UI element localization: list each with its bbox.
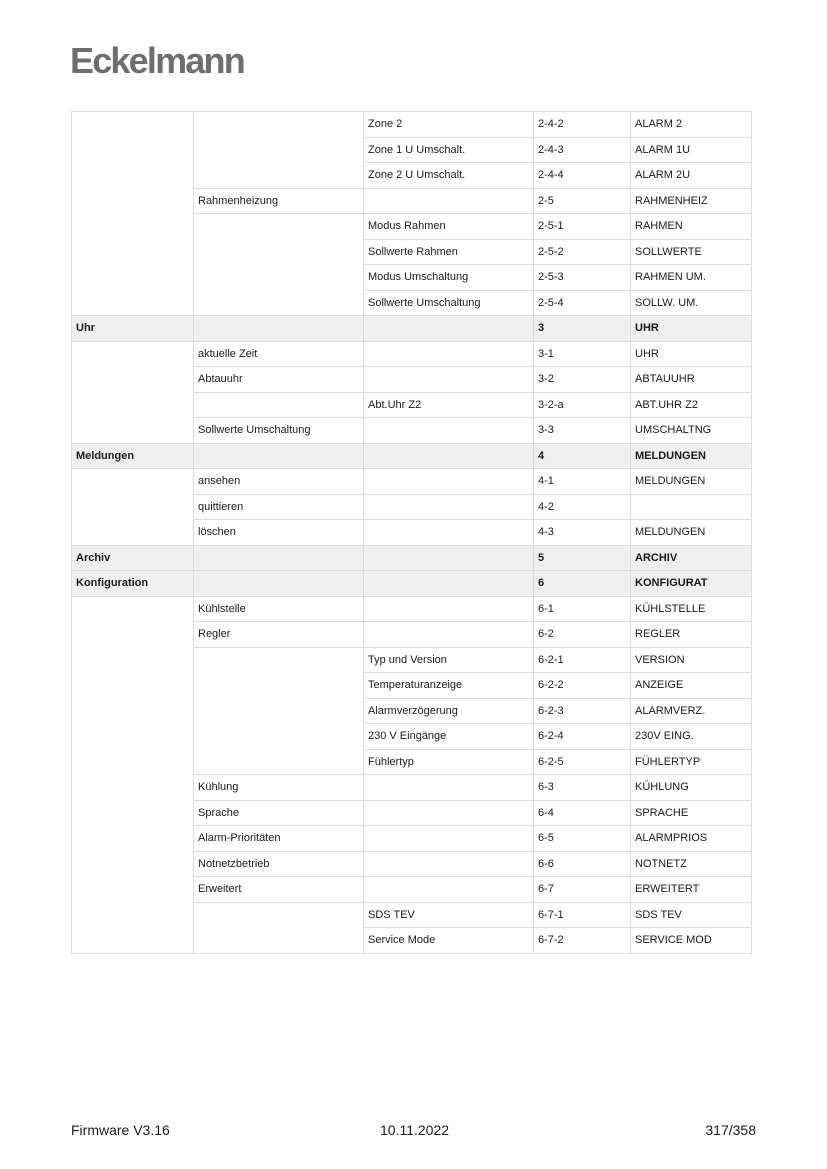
menu-level-1 bbox=[72, 775, 194, 801]
menu-level-3: 230 V Eingänge bbox=[364, 724, 534, 750]
menu-level-2: Sprache bbox=[194, 800, 364, 826]
menu-code: 3-3 bbox=[534, 418, 631, 444]
menu-level-3 bbox=[364, 851, 534, 877]
table-row bbox=[72, 341, 752, 367]
menu-level-3 bbox=[364, 418, 534, 444]
menu-code: 6-7-1 bbox=[534, 902, 631, 928]
menu-code: 6-2-1 bbox=[534, 647, 631, 673]
menu-level-3 bbox=[364, 469, 534, 495]
table-row bbox=[72, 265, 752, 291]
table-row bbox=[72, 851, 752, 877]
menu-code: 3-1 bbox=[534, 341, 631, 367]
display-text: ALARM 2U bbox=[631, 163, 752, 189]
menu-level-1 bbox=[72, 239, 194, 265]
display-text: UHR bbox=[631, 341, 752, 367]
menu-level-1 bbox=[72, 902, 194, 928]
menu-code: 6 bbox=[534, 571, 631, 597]
menu-level-2 bbox=[194, 443, 364, 469]
display-text: ALARMVERZ. bbox=[631, 698, 752, 724]
menu-level-2 bbox=[194, 163, 364, 189]
table-row bbox=[72, 698, 752, 724]
menu-code: 2-5-4 bbox=[534, 290, 631, 316]
menu-code: 6-5 bbox=[534, 826, 631, 852]
table-row bbox=[72, 902, 752, 928]
table-row bbox=[72, 800, 752, 826]
display-text: MELDUNGEN bbox=[631, 443, 752, 469]
menu-level-2 bbox=[194, 316, 364, 342]
menu-level-1 bbox=[72, 724, 194, 750]
menu-level-2: Kühlung bbox=[194, 775, 364, 801]
menu-level-2 bbox=[194, 137, 364, 163]
display-text: 230V EING. bbox=[631, 724, 752, 750]
menu-level-3: Service Mode bbox=[364, 928, 534, 954]
table-row bbox=[72, 545, 752, 571]
menu-level-2 bbox=[194, 902, 364, 928]
table-row bbox=[72, 316, 752, 342]
table-row bbox=[72, 749, 752, 775]
display-text: ALARM 2 bbox=[631, 112, 752, 138]
menu-level-3: Fühlertyp bbox=[364, 749, 534, 775]
menu-code: 6-2-5 bbox=[534, 749, 631, 775]
menu-level-3: Alarmverzögerung bbox=[364, 698, 534, 724]
menu-level-1 bbox=[72, 851, 194, 877]
table-row bbox=[72, 647, 752, 673]
menu-level-1: Archiv bbox=[72, 545, 194, 571]
menu-level-1 bbox=[72, 749, 194, 775]
menu-level-1 bbox=[72, 494, 194, 520]
table-row bbox=[72, 188, 752, 214]
menu-level-1 bbox=[72, 137, 194, 163]
menu-table-body bbox=[72, 112, 752, 954]
menu-level-2 bbox=[194, 112, 364, 138]
table-row bbox=[72, 520, 752, 546]
footer-date: 10.11.2022 bbox=[380, 1122, 450, 1138]
display-text: RAHMEN UM. bbox=[631, 265, 752, 291]
menu-level-1 bbox=[72, 367, 194, 393]
menu-code: 6-6 bbox=[534, 851, 631, 877]
menu-level-3: Typ und Version bbox=[364, 647, 534, 673]
menu-level-1 bbox=[72, 290, 194, 316]
table-row bbox=[72, 137, 752, 163]
table-row bbox=[72, 596, 752, 622]
display-text: KÜHLSTELLE bbox=[631, 596, 752, 622]
menu-level-3: Zone 2 U Umschalt. bbox=[364, 163, 534, 189]
menu-code: 6-2 bbox=[534, 622, 631, 648]
menu-level-2 bbox=[194, 545, 364, 571]
menu-level-2: Erweitert bbox=[194, 877, 364, 903]
menu-level-3: Zone 2 bbox=[364, 112, 534, 138]
menu-code: 4-3 bbox=[534, 520, 631, 546]
menu-level-1 bbox=[72, 520, 194, 546]
eckelmann-logo: Eckelmann bbox=[70, 40, 244, 81]
table-row bbox=[72, 928, 752, 954]
display-text: ANZEIGE bbox=[631, 673, 752, 699]
menu-code: 3-2-a bbox=[534, 392, 631, 418]
menu-level-3 bbox=[364, 545, 534, 571]
menu-level-3 bbox=[364, 877, 534, 903]
table-row bbox=[72, 571, 752, 597]
display-text: ABTAUUHR bbox=[631, 367, 752, 393]
menu-code: 2-4-2 bbox=[534, 112, 631, 138]
menu-code: 6-4 bbox=[534, 800, 631, 826]
menu-level-1 bbox=[72, 265, 194, 291]
menu-level-1: Meldungen bbox=[72, 443, 194, 469]
menu-level-3: Temperaturanzeige bbox=[364, 673, 534, 699]
table-row bbox=[72, 443, 752, 469]
menu-level-2: Notnetzbetrieb bbox=[194, 851, 364, 877]
menu-code: 6-2-4 bbox=[534, 724, 631, 750]
menu-level-2 bbox=[194, 724, 364, 750]
menu-level-2: Kühlstelle bbox=[194, 596, 364, 622]
menu-code: 4-1 bbox=[534, 469, 631, 495]
menu-level-1 bbox=[72, 826, 194, 852]
menu-level-2 bbox=[194, 673, 364, 699]
menu-code: 4-2 bbox=[534, 494, 631, 520]
menu-code: 3 bbox=[534, 316, 631, 342]
menu-level-2 bbox=[194, 239, 364, 265]
display-text: UHR bbox=[631, 316, 752, 342]
menu-level-3: Sollwerte Rahmen bbox=[364, 239, 534, 265]
display-text: MELDUNGEN bbox=[631, 469, 752, 495]
menu-level-1 bbox=[72, 112, 194, 138]
menu-level-1: Uhr bbox=[72, 316, 194, 342]
menu-code: 6-7 bbox=[534, 877, 631, 903]
display-text bbox=[631, 494, 752, 520]
menu-code: 3-2 bbox=[534, 367, 631, 393]
menu-level-3: Abt.Uhr Z2 bbox=[364, 392, 534, 418]
footer-firmware: Firmware V3.16 bbox=[71, 1122, 170, 1138]
menu-level-2 bbox=[194, 928, 364, 954]
menu-code: 4 bbox=[534, 443, 631, 469]
footer-page-number: 317/358 bbox=[705, 1122, 756, 1138]
menu-level-2 bbox=[194, 571, 364, 597]
menu-level-3: SDS TEV bbox=[364, 902, 534, 928]
menu-level-2 bbox=[194, 290, 364, 316]
menu-level-3 bbox=[364, 775, 534, 801]
menu-level-2: aktuelle Zeit bbox=[194, 341, 364, 367]
menu-level-3 bbox=[364, 596, 534, 622]
menu-code: 2-5-2 bbox=[534, 239, 631, 265]
menu-code: 6-2-2 bbox=[534, 673, 631, 699]
menu-level-1 bbox=[72, 622, 194, 648]
display-text: RAHMENHEIZ bbox=[631, 188, 752, 214]
menu-level-3 bbox=[364, 341, 534, 367]
menu-code: 6-7-2 bbox=[534, 928, 631, 954]
menu-level-2: Alarm-Prioritäten bbox=[194, 826, 364, 852]
menu-level-3 bbox=[364, 520, 534, 546]
table-row bbox=[72, 367, 752, 393]
menu-code: 6-2-3 bbox=[534, 698, 631, 724]
display-text: ALARM 1U bbox=[631, 137, 752, 163]
menu-level-2 bbox=[194, 647, 364, 673]
table-row bbox=[72, 724, 752, 750]
menu-level-3: Zone 1 U Umschalt. bbox=[364, 137, 534, 163]
menu-level-3 bbox=[364, 622, 534, 648]
display-text: ARCHIV bbox=[631, 545, 752, 571]
menu-level-3: Modus Rahmen bbox=[364, 214, 534, 240]
menu-level-3 bbox=[364, 367, 534, 393]
menu-level-1 bbox=[72, 392, 194, 418]
table-row bbox=[72, 239, 752, 265]
table-row bbox=[72, 877, 752, 903]
display-text: FÜHLERTYP bbox=[631, 749, 752, 775]
table-row bbox=[72, 826, 752, 852]
display-text: NOTNETZ bbox=[631, 851, 752, 877]
menu-level-2: Abtauuhr bbox=[194, 367, 364, 393]
display-text: SDS TEV bbox=[631, 902, 752, 928]
menu-level-3 bbox=[364, 188, 534, 214]
table-row bbox=[72, 290, 752, 316]
menu-level-1 bbox=[72, 800, 194, 826]
menu-code: 2-5-1 bbox=[534, 214, 631, 240]
display-text: UMSCHALTNG bbox=[631, 418, 752, 444]
menu-code: 2-4-4 bbox=[534, 163, 631, 189]
table-row bbox=[72, 163, 752, 189]
menu-level-1 bbox=[72, 163, 194, 189]
menu-level-3 bbox=[364, 571, 534, 597]
display-text: KONFIGURAT bbox=[631, 571, 752, 597]
menu-code: 5 bbox=[534, 545, 631, 571]
menu-level-1 bbox=[72, 673, 194, 699]
menu-level-1 bbox=[72, 469, 194, 495]
menu-code: 2-5 bbox=[534, 188, 631, 214]
menu-level-2: Regler bbox=[194, 622, 364, 648]
table-row bbox=[72, 418, 752, 444]
display-text: REGLER bbox=[631, 622, 752, 648]
display-text: SPRACHE bbox=[631, 800, 752, 826]
table-row bbox=[72, 392, 752, 418]
table-row bbox=[72, 673, 752, 699]
menu-level-2: quittieren bbox=[194, 494, 364, 520]
menu-level-2 bbox=[194, 392, 364, 418]
table-row bbox=[72, 775, 752, 801]
menu-level-1 bbox=[72, 928, 194, 954]
menu-structure-table bbox=[71, 111, 752, 954]
display-text: VERSION bbox=[631, 647, 752, 673]
menu-code: 6-1 bbox=[534, 596, 631, 622]
menu-level-2 bbox=[194, 698, 364, 724]
menu-level-2 bbox=[194, 749, 364, 775]
menu-level-1 bbox=[72, 596, 194, 622]
table-row bbox=[72, 469, 752, 495]
table-row bbox=[72, 112, 752, 138]
menu-level-1 bbox=[72, 188, 194, 214]
menu-level-3: Sollwerte Umschaltung bbox=[364, 290, 534, 316]
display-text: MELDUNGEN bbox=[631, 520, 752, 546]
menu-level-2: Rahmenheizung bbox=[194, 188, 364, 214]
display-text: RAHMEN bbox=[631, 214, 752, 240]
menu-level-3 bbox=[364, 826, 534, 852]
display-text: KÜHLUNG bbox=[631, 775, 752, 801]
menu-level-1 bbox=[72, 214, 194, 240]
menu-level-2 bbox=[194, 214, 364, 240]
menu-level-1 bbox=[72, 418, 194, 444]
table-row bbox=[72, 622, 752, 648]
menu-level-3 bbox=[364, 800, 534, 826]
menu-code: 2-4-3 bbox=[534, 137, 631, 163]
menu-level-2: löschen bbox=[194, 520, 364, 546]
menu-level-1 bbox=[72, 647, 194, 673]
menu-level-1: Konfiguration bbox=[72, 571, 194, 597]
menu-level-3 bbox=[364, 494, 534, 520]
table-row bbox=[72, 214, 752, 240]
menu-level-2 bbox=[194, 265, 364, 291]
display-text: ALARMPRIOS bbox=[631, 826, 752, 852]
display-text: SOLLWERTE bbox=[631, 239, 752, 265]
menu-level-1 bbox=[72, 698, 194, 724]
menu-code: 2-5-3 bbox=[534, 265, 631, 291]
display-text: ERWEITERT bbox=[631, 877, 752, 903]
menu-level-3: Modus Umschaltung bbox=[364, 265, 534, 291]
menu-level-1 bbox=[72, 341, 194, 367]
menu-level-1 bbox=[72, 877, 194, 903]
display-text: ABT.UHR Z2 bbox=[631, 392, 752, 418]
menu-level-2: ansehen bbox=[194, 469, 364, 495]
menu-code: 6-3 bbox=[534, 775, 631, 801]
menu-level-2: Sollwerte Umschaltung bbox=[194, 418, 364, 444]
table-row bbox=[72, 494, 752, 520]
display-text: SOLLW. UM. bbox=[631, 290, 752, 316]
display-text: SERVICE MOD bbox=[631, 928, 752, 954]
menu-level-3 bbox=[364, 443, 534, 469]
menu-level-3 bbox=[364, 316, 534, 342]
